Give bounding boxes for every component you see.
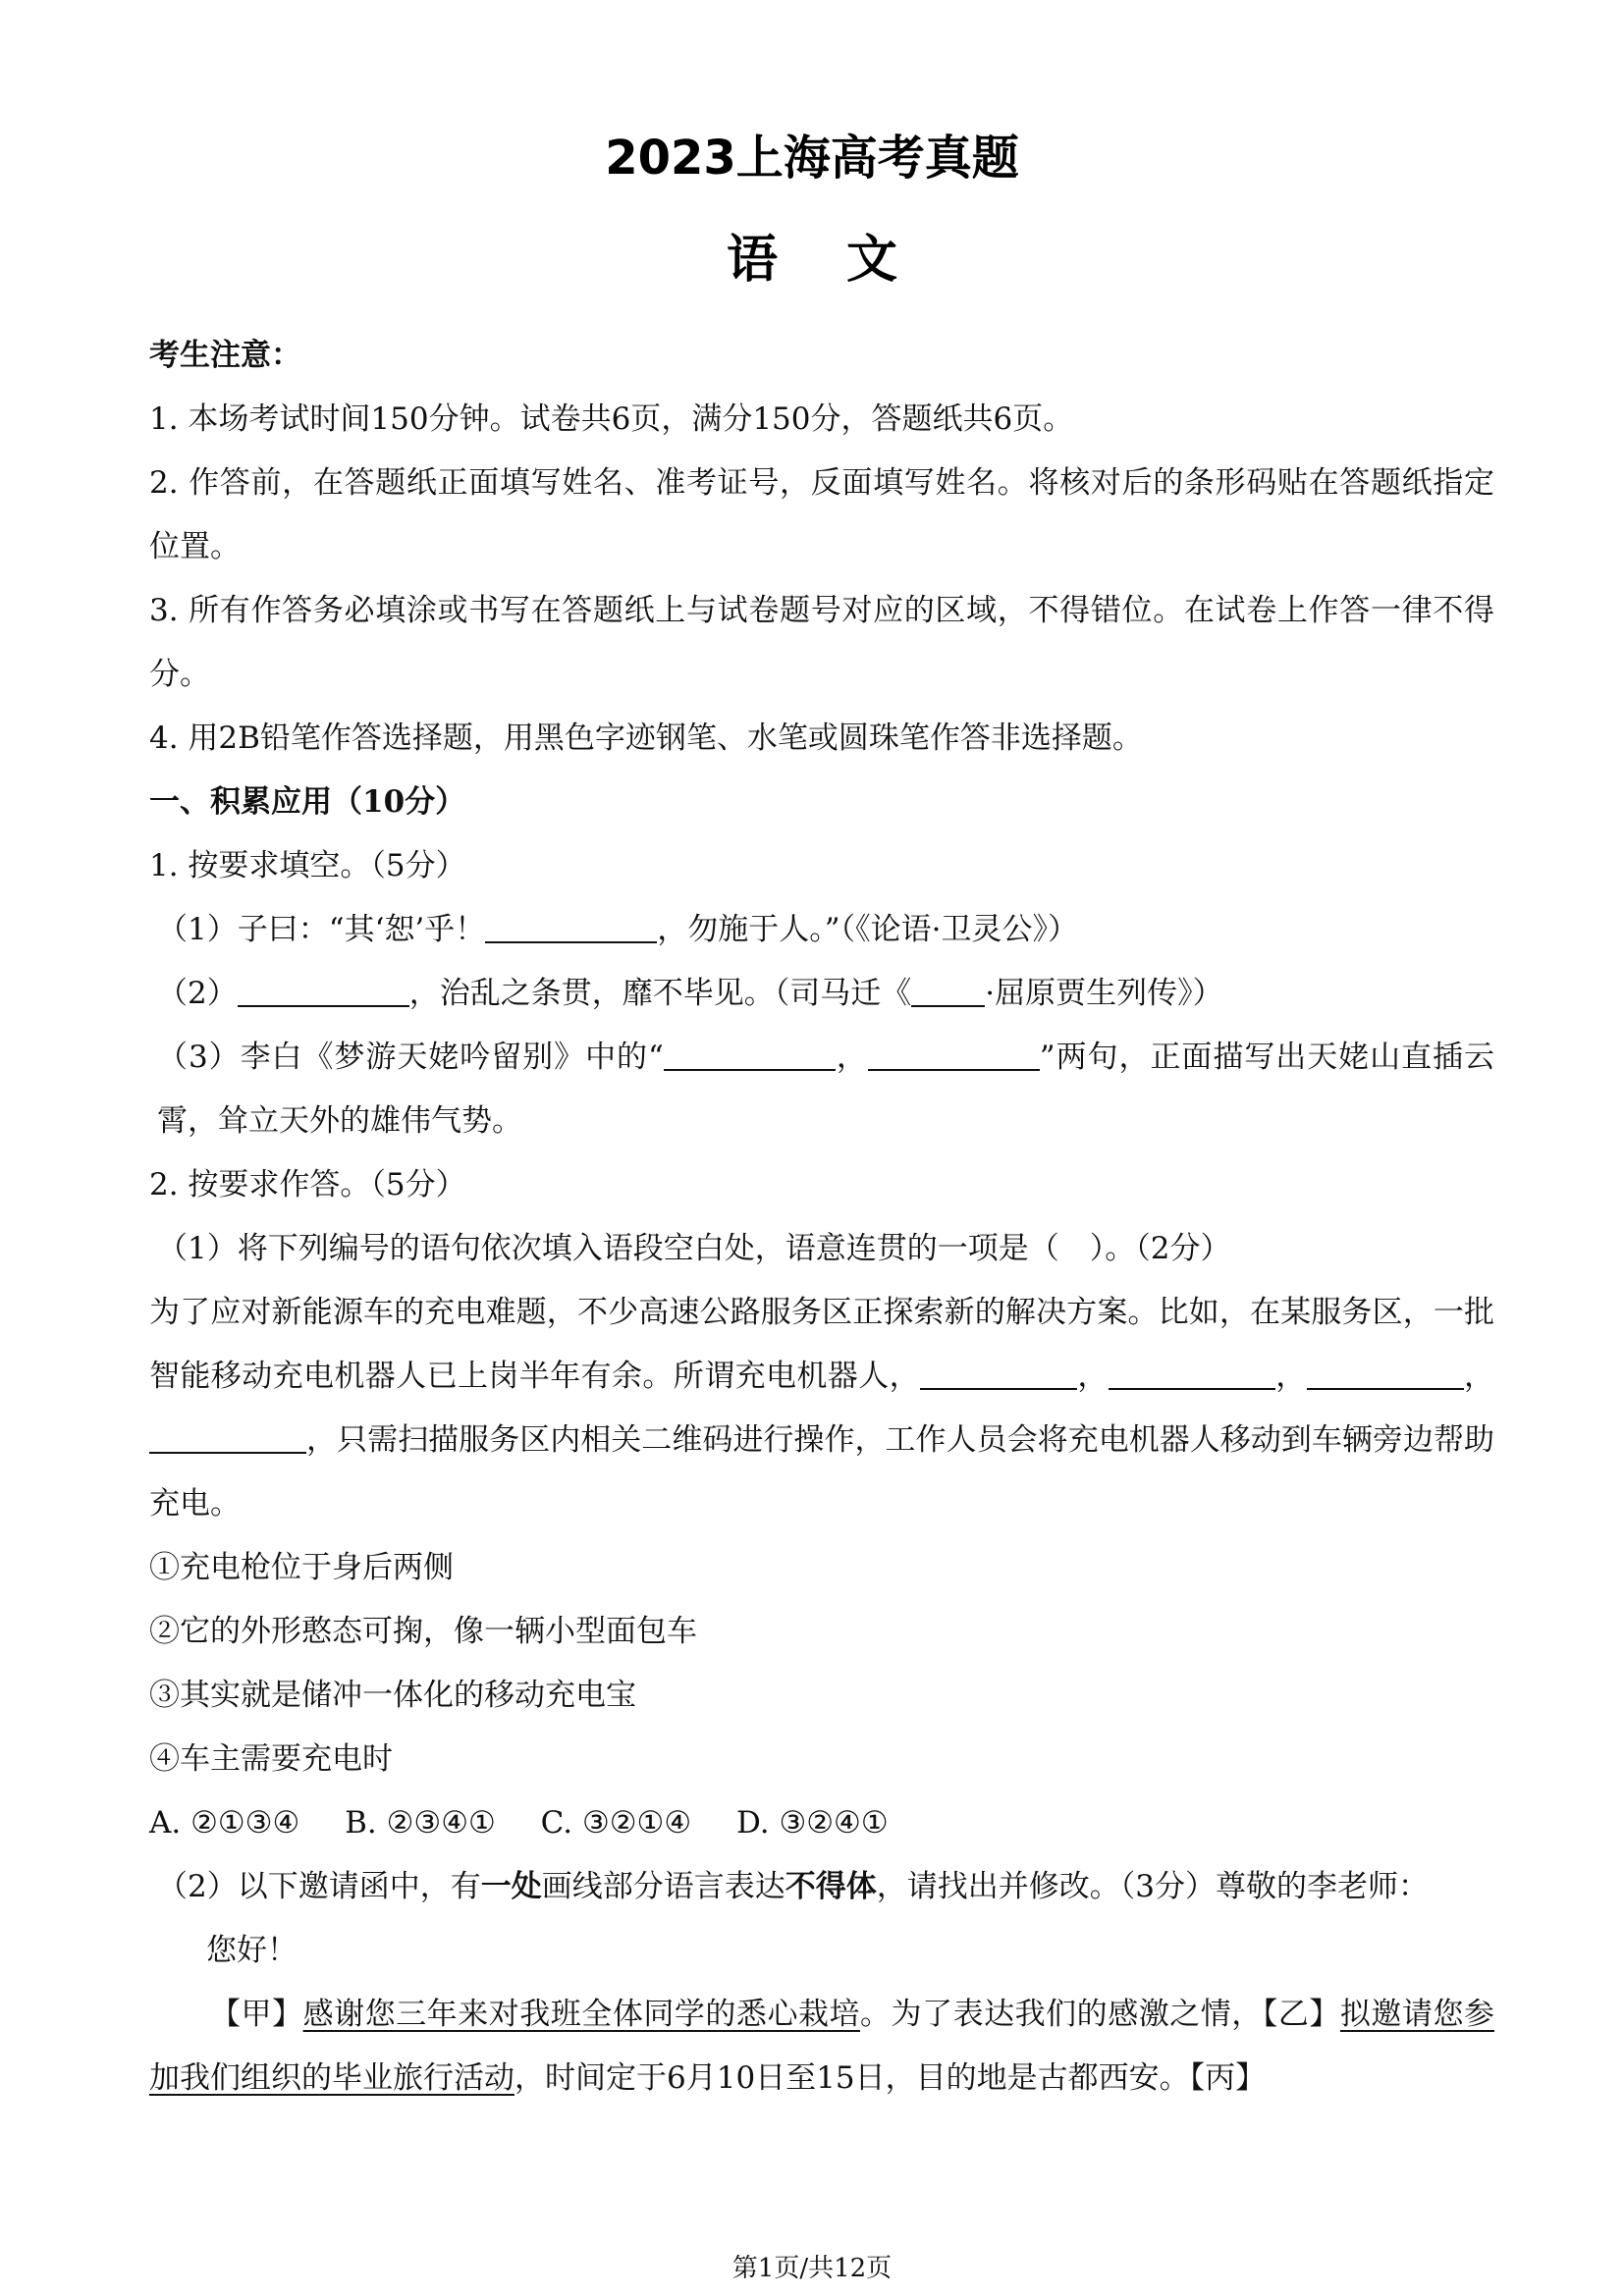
underlined-phrase-jia: 感谢您三年来对我班全体同学的悉心栽培 <box>302 1997 861 2032</box>
passage-comma: ， <box>1463 1359 1495 1394</box>
answer-blank[interactable] <box>149 1422 306 1454</box>
sentence-4: ④车主需要充电时 <box>149 1741 393 1777</box>
option-d[interactable]: D. ③②④① <box>736 1805 889 1841</box>
q2-part2-text-a: （2）以下邀请函中，有 <box>157 1869 481 1904</box>
passage-comma: ， <box>1274 1359 1307 1394</box>
question-2-part-1: （1）将下列编号的语句依次填入语段空白处，语意连贯的一项是（ ）。（2分） <box>157 1231 1231 1266</box>
question-2-passage <box>149 1281 1494 1536</box>
answer-blank[interactable] <box>1307 1359 1464 1390</box>
option-b[interactable]: B. ②③④① <box>345 1805 496 1841</box>
letter-body <box>149 1983 1494 2110</box>
notice-item-3: 3. 所有作答务必填涂或书写在答题纸上与试卷题号对应的区域，不得错位。在试卷上作答一律不得分。 <box>149 593 1494 692</box>
passage-comma: ， <box>1077 1359 1109 1394</box>
subject-title: 语文 <box>726 231 966 290</box>
q1-part3-text-a: （3）李白《梦游天姥吟留别》中的“ <box>157 1040 664 1075</box>
q1-part3-text-b: ， <box>835 1040 868 1075</box>
answer-blank[interactable] <box>238 976 409 1007</box>
answer-blank[interactable] <box>868 1040 1040 1071</box>
sentence-2: ②它的外形憨态可掬，像一辆小型面包车 <box>149 1614 697 1649</box>
notice-item-4: 4. 用2B铅笔作答选择题，用黑色字迹钢笔、水笔或圆珠笔作答非选择题。 <box>149 721 1143 756</box>
notice-item-2: 2. 作答前，在答题纸正面填写姓名、准考证号，反面填写姓名。将核对后的条形码贴在答题纸指定位置。 <box>149 465 1494 564</box>
q1-part2-text-b: ，治乱之条贯，靡不毕见。（司马迁《 <box>408 976 912 1011</box>
answer-options <box>149 1791 1494 1855</box>
answer-blank[interactable] <box>485 912 657 943</box>
q1-part1-text-a: （1）子曰：“其‘恕’乎！ <box>157 912 486 947</box>
question-1-part-1 <box>149 898 1494 962</box>
question-1-part-2 <box>149 962 1494 1026</box>
letter-text-mid: 。为了表达我们的感激之情，【乙】 <box>860 1997 1340 2032</box>
q2-part2-text-c: 画线部分语言表达 <box>541 1869 785 1904</box>
answer-blank[interactable] <box>664 1040 836 1071</box>
passage-text-b: ，只需扫描服务区内相关二维码进行操作，工作人员会将充电机器人移动到车辆旁边帮助充电。 <box>149 1422 1494 1522</box>
option-a[interactable]: A. ②①③④ <box>149 1805 300 1841</box>
exam-title: 2023上海高考真题 <box>605 131 1019 186</box>
question-1-part-3 <box>149 1026 1494 1153</box>
option-c[interactable]: C. ③②①④ <box>540 1805 692 1841</box>
question-2-part-2 <box>149 1855 1494 1919</box>
q2-part2-emphasis-1: 一处 <box>480 1869 542 1904</box>
q1-part3-text-c: ”两句，正面描写出天姥山直插云霄，耸立天外的雄伟气势。 <box>157 1040 1494 1139</box>
letter-text-end: ，时间定于6月10日至15日，目的地是古都西安。【丙】 <box>514 2060 1267 2096</box>
letter-greeting: 您好！ <box>206 1933 298 1968</box>
q1-part2-text-c: ·屈原贾生列传》） <box>985 976 1223 1011</box>
q1-part1-text-b: ，勿施于人。”（《论语·卫灵公》） <box>657 912 1078 947</box>
question-1-stem: 1. 按要求填空。（5分） <box>149 848 466 883</box>
letter-mark-jia: 【甲】 <box>210 1997 303 2032</box>
q2-part2-emphasis-2: 不得体 <box>785 1869 877 1904</box>
answer-blank[interactable] <box>920 1359 1077 1390</box>
sentence-3: ③其实就是储冲一体化的移动充电宝 <box>149 1678 636 1713</box>
section-heading: 一、积累应用（10分） <box>149 784 466 820</box>
q1-part2-text-a: （2） <box>157 976 238 1011</box>
answer-blank[interactable] <box>911 976 985 1007</box>
exam-content <box>149 324 1494 2110</box>
page-number: 第1页/共12页 <box>731 2254 893 2283</box>
underlined-phrase-yi: 拟邀请您参加我们组织的毕业旅行活动 <box>149 1997 1495 2096</box>
passage-text-a: 为了应对新能源车的充电难题，不少高速公路服务区正探索新的解决方案。比如，在某服务区，一批智能移动充电机器人已上岗半年有余。所谓充电机器人， <box>149 1295 1494 1394</box>
notice-heading: 考生注意： <box>149 338 301 373</box>
question-2-stem: 2. 按要求作答。（5分） <box>149 1167 466 1202</box>
sentence-1: ①充电枪位于身后两侧 <box>149 1550 454 1585</box>
answer-blank[interactable] <box>1109 1359 1275 1390</box>
q2-part2-text-e: ，请找出并修改。（3分）尊敬的李老师： <box>876 1869 1429 1904</box>
notice-item-1: 1. 本场考试时间150分钟。试卷共6页，满分150分，答题纸共6页。 <box>149 401 1074 437</box>
